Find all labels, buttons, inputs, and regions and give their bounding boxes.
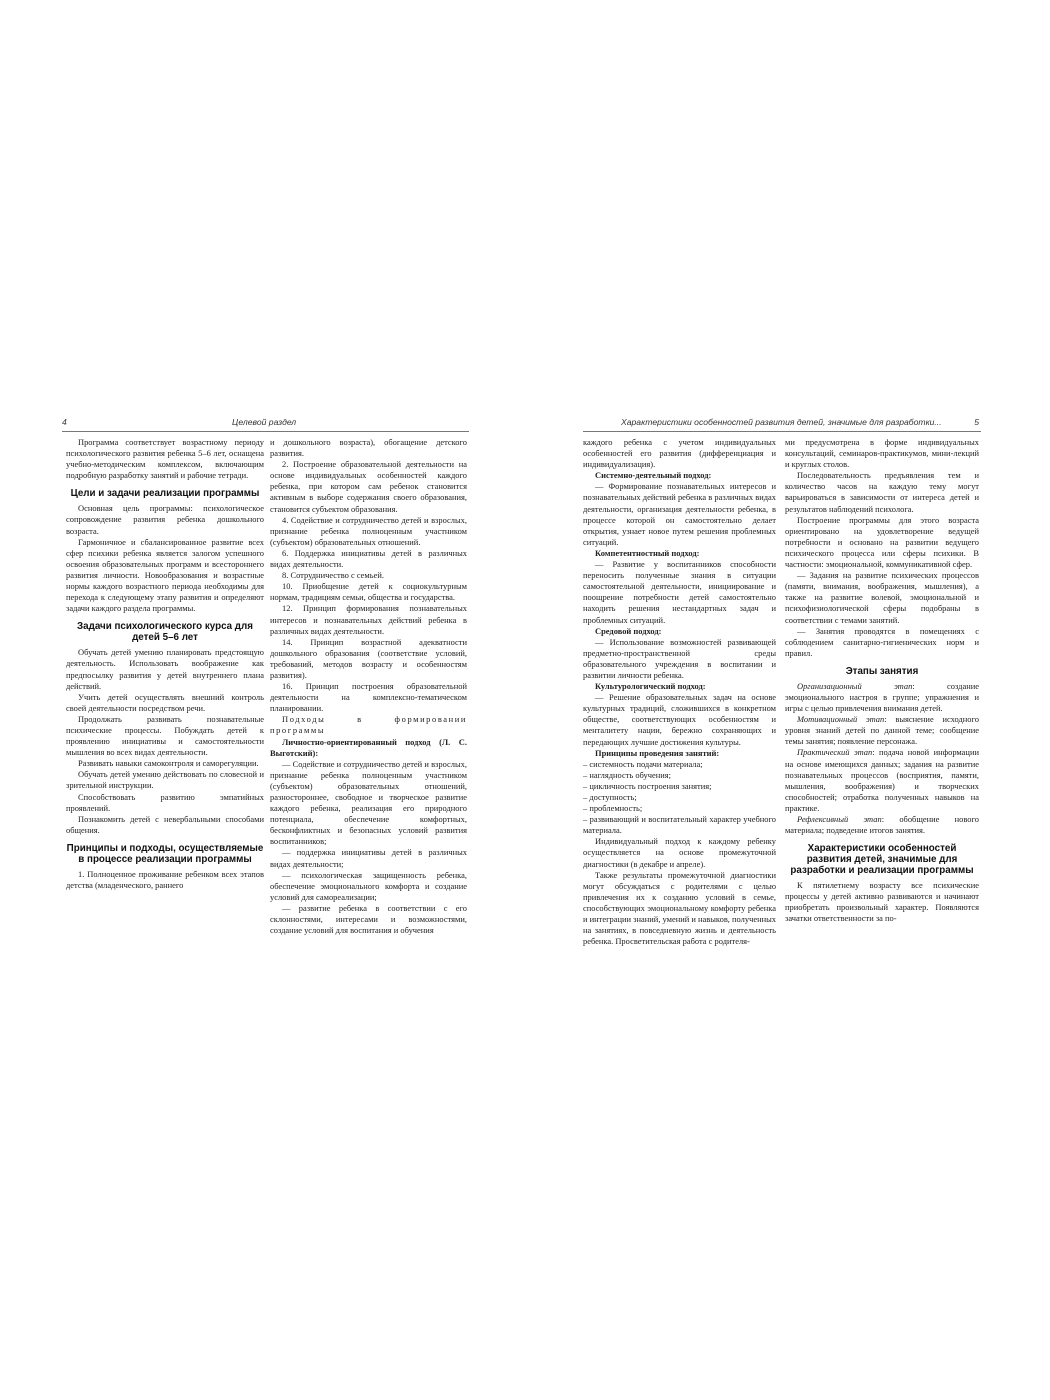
- principle-item: 6. Поддержка инициативы детей в различных видах деятельности.: [270, 547, 467, 570]
- rules-paragraph: — Занятия проводятся в помещениях с соблюдением санитарно-гигиенических норм и правил.: [785, 625, 979, 658]
- approach-continuation: каждого ребенка с учетом индивидуальных особенностей его развития (дифференциация и индивидуализация).: [583, 437, 776, 470]
- heading-stages: Этапы занятия: [845, 665, 919, 677]
- principle-item: 4. Содействие и сотрудничество детей и взрослых, признание ребенка полноценным участником (субъектом) образовательных отношений.: [270, 514, 467, 547]
- principle-item: 1. Полноценное проживание ребенком всех этапов детства (младенческого, раннего: [66, 868, 264, 890]
- structure-paragraph: Построение программы для этого возраста ориентировано на удовлетворение ведущей потребности и основано на развитии ведущего психического процесса или сферы психики. В частности: эмоциональной, коммуникативной сфер.: [785, 514, 979, 570]
- page-number-left: 4: [62, 417, 67, 427]
- tasks-paragraph: — Задания на развитие психических процессов (памяти, внимания, воображения, мышления), а также на развитие волевой, эмоциональной и психофизиологической сферы подобраны в соответствии с темами занятий.: [785, 570, 979, 625]
- principle-item: и дошкольного возраста), обогащение детского развития.: [270, 437, 467, 459]
- principle-item: 14. Принцип возрастной адекватности дошкольного образования (соответствие условий, требований, методов возрасту и особенностям развития).: [270, 636, 467, 680]
- stage-name: Рефлексивный этап: [797, 814, 882, 824]
- stage-name: Практический этап: [797, 747, 873, 758]
- approach-item: — поддержка инициативы детей в различных видах деятельности;: [270, 847, 467, 869]
- stage-name: Организационный этап: [797, 680, 913, 691]
- approach-item: — Содействие и сотрудничество детей и взрослых, признание ребенка полноценным участником (субъектом) образовательных отношений, разностороннее, свободное и творческое развитие каждого ребенка, реализация его природного потенциала, обеспечение комфортных, бесконфликтных и безопасных условий развития воспитанников;: [270, 758, 467, 847]
- stage-item: [785, 814, 979, 836]
- approach-item: — психологическая защищенность ребенка, обеспечение эмоционального комфорта и создание условий для самореализации;: [270, 869, 467, 902]
- culture-heading: Культурологический подход:: [595, 681, 706, 692]
- running-head-title-left: Целевой раздел: [232, 417, 297, 427]
- stage-item: [785, 714, 979, 747]
- conduct-item: – развивающий и воспитательный характер учебного материала.: [583, 814, 776, 836]
- principle-item: 16. Принцип построения образовательной деятельности на комплексно-тематическом планировании.: [270, 681, 467, 714]
- heading-characteristics: Характеристики особенностей развития детей, значимые для разработки и реализации программы: [790, 843, 974, 877]
- conduct-item: – системность подачи материала;: [583, 758, 703, 769]
- running-header-left: [62, 415, 469, 432]
- approach-item: — развитие ребенка в соответствии с его склонностями, интересами и возможностями, создание условий для воспитания и обучения: [270, 902, 467, 936]
- task-item: Учить детей осуществлять внешний контроль своей деятельности посредством речи.: [66, 691, 264, 713]
- right-column-2: [785, 437, 979, 925]
- stage-text: : обобщение нового материала; подведение итогов занятия.: [785, 814, 979, 836]
- task-item: Познакомить детей с невербальными способами общения.: [66, 813, 264, 835]
- individual-paragraph: Индивидуальный подход к каждому ребенку осуществляется на основе промежуточной диагностики (в декабре и апреле).: [583, 836, 776, 869]
- goals-paragraph: Гармоничное и сбалансированное развитие всех сфер психики ребенка является залогом успешного освоения образовательных программ и всестороннего развития личности. Новообразования и возрастные нормы каждого возрастного периода необходимы для перехода к следующему этапу развития и определяют задачи каждого раздела программы.: [66, 536, 264, 614]
- approach-item: — Развитие у воспитанников способности переносить полученные знания в ситуации самостоятельной деятельности, инициирование и поощрение потребности детей самостоятельно находить решения нестандартных задач и проблемных ситуаций.: [583, 559, 776, 625]
- stage-item: [785, 747, 979, 814]
- approaches-heading: Подходы в формировании программы: [270, 714, 467, 736]
- running-header-right: [583, 415, 981, 432]
- approach-item: — Формирование познавательных интересов и познавательных действий ребенка в различных видах деятельности, организация деятельности ребенка, в процессе которой он самостоятельно делает открытия, узнает новое путем решения проблемных ситуаций.: [583, 481, 776, 547]
- intro-paragraph: Программа соответствует возрастному периоду психологического развития ребенка 5–6 лет, оснащена учебно-методическим комплексом, включающим подробную разработку занятий и рабочие тетради.: [66, 437, 264, 481]
- goals-paragraph: Основная цель программы: психологическое сопровождение развития ребенка дошкольного возраста.: [66, 503, 264, 536]
- left-page: [62, 415, 469, 936]
- task-item: Продолжать развивать познавательные психические процессы. Побуждать детей к проявлению инициативы и самостоятельности мышления во всех видах деятельности.: [66, 713, 264, 758]
- left-column-1: [66, 437, 264, 891]
- sequence-paragraph: Последовательность предъявления тем и количество часов на каждую тему могут варьироваться в зависимости от интереса детей и результатов наблюдений психолога.: [785, 470, 979, 514]
- personality-approach-heading: Личностно-ориентированный подход (Л. С. Выготский):: [270, 736, 467, 758]
- stage-name: Мотивационный этап: [797, 714, 885, 725]
- conduct-item: – цикличность построения занятия;: [583, 780, 712, 791]
- heading-goals: Цели и задачи реализации программы: [70, 488, 260, 500]
- principle-item: 8. Сотрудничество с семьей.: [282, 570, 384, 581]
- right-page: [583, 415, 981, 947]
- approach-item: — Использование возможностей развивающей предметно-пространственной среды образовательного учреждения в воспитании и развитии личности ребенка.: [583, 636, 776, 680]
- stage-item: [785, 681, 979, 714]
- competence-heading: Компетентностный подход:: [595, 547, 700, 558]
- heading-tasks: Задачи психологического курса для детей 5–6 лет: [77, 621, 253, 644]
- stage-text: : подача новой информации на основе имеющихся данных; задания на развитие познавательных процессов (восприятия, памяти, мышления, воображения) и творческих способностей; отработка полученных навыков на практике.: [785, 747, 979, 813]
- system-activity-heading: Системно-деятельный подход:: [595, 470, 712, 481]
- stage-text: : выяснение исходного уровня знаний детей по данной теме; сообщение темы занятия; появление персонажа.: [785, 714, 979, 747]
- principle-item: 2. Построение образовательной деятельности на основе индивидуальных особенностей каждого ребенка, при котором сам ребенок становится активным в выборе содержания своего образования, становится субъектом образования.: [270, 459, 467, 514]
- principle-item: 12. Принцип формирования познавательных интересов и познавательных действий ребенка в различных видах деятельности.: [270, 603, 467, 636]
- consultation-paragraph: ми предусмотрена в форме индивидуальных консультаций, семинаров-практикумов, мини-лекций и круглых столов.: [785, 437, 979, 470]
- conduct-item: – наглядность обучения;: [583, 769, 671, 780]
- conduct-principles-heading: Принципы проведения занятий:: [595, 747, 720, 758]
- conduct-item: – доступность;: [583, 792, 637, 802]
- principle-item: 10. Приобщение детей к социокультурным нормам, традициям семьи, общества и государства.: [270, 581, 467, 603]
- running-head-title-right: Характеристики особенностей развития детей, значимые для разработки...: [621, 417, 942, 427]
- page-number-right: 5: [974, 417, 979, 427]
- approach-item: — Решение образовательных задач на основе культурных традиций, сложившихся в конкретном обществе, соответствующих особенностям и менталитету нации, бережно сохраняющих и передающих лучшие достижения культуры.: [583, 692, 776, 747]
- characteristics-paragraph: К пятилетнему возрасту все психические процессы у детей активно развиваются и начинают приобретать произвольный характер. Появляются зачатки ответственности за по-: [785, 880, 979, 924]
- task-item: Развивать навыки самоконтроля и саморегуляции.: [78, 758, 259, 769]
- environment-heading: Средовой подход:: [595, 625, 662, 636]
- task-item: Способствовать развитию эмпатийных проявлений.: [66, 791, 264, 813]
- heading-principles: Принципы и подходы, осуществляемые в процессе реализации программы: [66, 842, 264, 865]
- stage-text: : создание эмоционального настроя в группе; упражнения и игры с целью привлечения внимания детей.: [785, 680, 979, 714]
- left-column-2: [270, 437, 467, 936]
- right-column-1: [583, 437, 776, 947]
- task-item: Обучать детей умению действовать по словесной и зрительной инструкции.: [66, 769, 264, 791]
- results-paragraph: Также результаты промежуточной диагностики могут обсуждаться с родителями с целью привлечения их к созданию условий в семье, способствующих эмоциональному комфорту ребенка и интеграции знаний, умений и навыков, полученных на занятиях, в повседневную жизнь и деятельность ребенка. Просветительская работа с родителя-: [583, 869, 776, 947]
- conduct-item: – проблемность;: [583, 803, 643, 814]
- task-item: Обучать детей умению планировать предстоящую деятельность. Использовать воображение как предпосылку развития у детей внутреннего плана действий.: [66, 647, 264, 691]
